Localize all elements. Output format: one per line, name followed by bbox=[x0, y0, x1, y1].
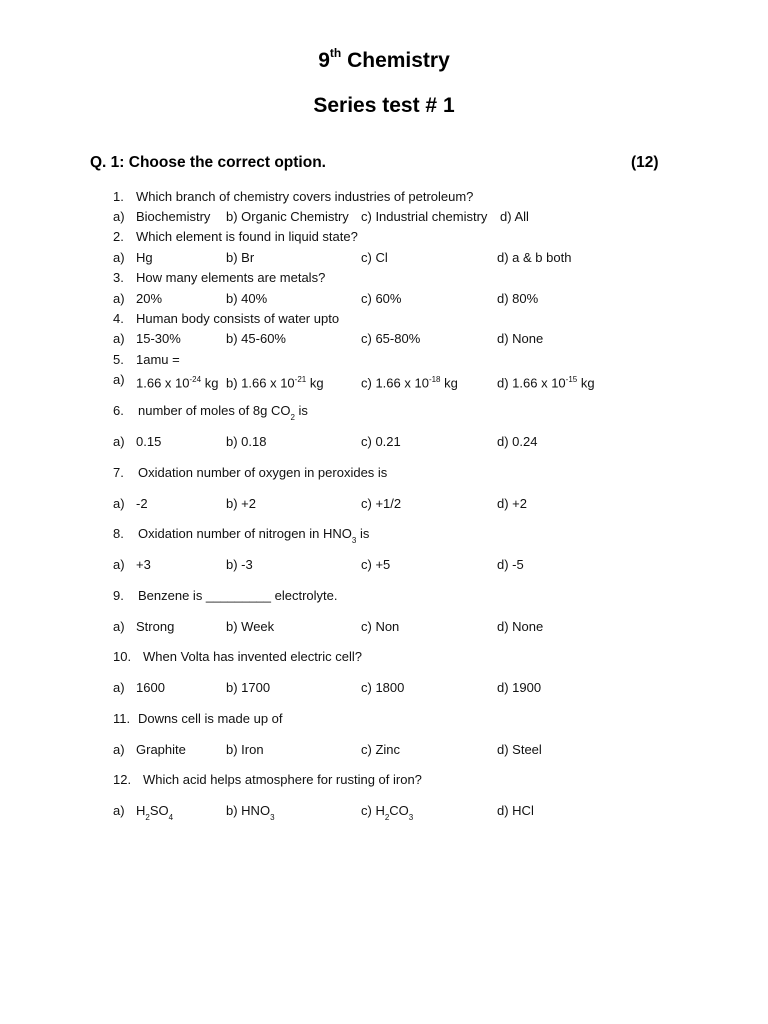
option-a: 20% bbox=[136, 291, 163, 306]
question-number: 4. bbox=[113, 311, 124, 326]
option-d-base: d) 1.66 x 10 bbox=[497, 375, 566, 391]
option-d-unit: kg bbox=[580, 375, 595, 391]
question-number: 7. bbox=[113, 465, 124, 480]
option-a: Graphite bbox=[136, 742, 186, 757]
question-text: How many elements are metals? bbox=[136, 270, 326, 285]
option-a: +3 bbox=[136, 557, 151, 572]
option-d: d) +2 bbox=[497, 496, 527, 511]
option-d: d) None bbox=[497, 619, 544, 634]
option-b-subscript: 3 bbox=[270, 812, 275, 822]
option-a-label: a) bbox=[113, 680, 125, 695]
option-c: c) Non bbox=[361, 619, 400, 634]
question-row bbox=[0, 351, 768, 369]
option-c: c) 65-80% bbox=[361, 331, 421, 346]
option-c: c) 1800 bbox=[361, 680, 405, 695]
question-text: Downs cell is made up of bbox=[138, 711, 283, 726]
options-row bbox=[0, 290, 768, 308]
option-a-unit: kg bbox=[204, 375, 219, 391]
option-a-base: 1.66 x 10 bbox=[136, 375, 190, 391]
option-a-label: a) bbox=[113, 496, 125, 511]
option-a-label: a) bbox=[113, 331, 125, 346]
option-a-label: a) bbox=[113, 209, 125, 224]
question-text bbox=[138, 402, 308, 426]
question-number: 6. bbox=[113, 403, 124, 418]
question-number: 11. bbox=[113, 711, 131, 726]
option-c-exponent: -18 bbox=[428, 375, 441, 384]
option-d: d) 0.24 bbox=[497, 434, 538, 449]
options-row bbox=[0, 741, 768, 759]
title-subject: Chemistry bbox=[347, 49, 450, 72]
option-c-subscript: 3 bbox=[408, 812, 414, 822]
options-row bbox=[0, 802, 768, 820]
option-a-subscript: 4 bbox=[168, 812, 174, 822]
option-a: 0.15 bbox=[136, 434, 162, 449]
options-row bbox=[0, 208, 768, 226]
options-row bbox=[0, 495, 768, 513]
options-row bbox=[0, 433, 768, 451]
question-row bbox=[0, 771, 768, 789]
option-a bbox=[136, 802, 173, 826]
option-d: d) All bbox=[500, 209, 529, 224]
options-row bbox=[0, 249, 768, 267]
title-grade: 9 bbox=[318, 49, 330, 72]
option-c: c) 0.21 bbox=[361, 434, 401, 449]
question-number: 8. bbox=[113, 526, 124, 541]
option-d-exponent: -15 bbox=[565, 375, 578, 384]
option-a-label: a) bbox=[113, 291, 125, 306]
question-row bbox=[0, 587, 768, 605]
question-number: 1. bbox=[113, 189, 124, 204]
question-number: 9. bbox=[113, 588, 124, 603]
question-text: When Volta has invented electric cell? bbox=[143, 649, 362, 664]
option-c: c) Cl bbox=[361, 250, 388, 265]
question-row bbox=[0, 648, 768, 666]
question-text: Human body consists of water upto bbox=[136, 311, 340, 326]
question-text-end: is bbox=[294, 403, 308, 418]
option-b: b) 0.18 bbox=[226, 434, 267, 449]
option-c: c) Zinc bbox=[361, 742, 400, 757]
title-grade-suffix: th bbox=[329, 46, 342, 60]
option-a-label: a) bbox=[113, 557, 125, 572]
option-a: 1600 bbox=[136, 680, 165, 695]
options-row bbox=[0, 371, 768, 389]
option-a: Hg bbox=[136, 250, 153, 265]
option-a: -2 bbox=[136, 496, 148, 511]
option-a-label: a) bbox=[113, 742, 125, 757]
section-heading: Q. 1: Choose the correct option. bbox=[90, 154, 326, 171]
question-number: 5. bbox=[113, 352, 124, 367]
option-b-part: b) HNO bbox=[226, 803, 271, 818]
question-row bbox=[0, 228, 768, 246]
option-b-exponent: -21 bbox=[294, 375, 307, 384]
options-row bbox=[0, 556, 768, 574]
option-b: b) Iron bbox=[226, 742, 264, 757]
question-row bbox=[0, 710, 768, 728]
option-d: d) None bbox=[497, 331, 544, 346]
option-d: d) 80% bbox=[497, 291, 539, 306]
question-text-subscript: 2 bbox=[290, 412, 295, 422]
question-text: Benzene is _________ electrolyte. bbox=[138, 588, 338, 603]
question-row bbox=[0, 402, 768, 420]
option-a-subscript: 2 bbox=[145, 812, 150, 822]
question-number: 10. bbox=[113, 649, 132, 664]
option-a bbox=[136, 371, 218, 392]
question-text: 1amu = bbox=[136, 352, 180, 367]
question-text: Which branch of chemistry covers industries of petroleum? bbox=[136, 189, 474, 204]
question-number: 12. bbox=[113, 772, 132, 787]
option-b-base: b) 1.66 x 10 bbox=[226, 375, 295, 391]
question-row bbox=[0, 188, 768, 206]
option-d bbox=[497, 371, 595, 392]
question-text bbox=[138, 525, 369, 549]
question-number: 3. bbox=[113, 270, 124, 285]
option-b: b) 1700 bbox=[226, 680, 271, 695]
question-row bbox=[0, 310, 768, 328]
option-d: d) -5 bbox=[497, 557, 524, 572]
question-text: Which element is found in liquid state? bbox=[136, 229, 358, 244]
option-a-label: a) bbox=[113, 803, 125, 818]
option-a-label: a) bbox=[113, 372, 125, 387]
option-b: b) Week bbox=[226, 619, 275, 634]
option-b: b) 45-60% bbox=[226, 331, 286, 346]
option-c-base: c) 1.66 x 10 bbox=[361, 375, 429, 391]
question-text-main: Oxidation number of nitrogen in HNO bbox=[138, 526, 352, 541]
option-a: Biochemistry bbox=[136, 209, 211, 224]
option-b bbox=[226, 802, 275, 826]
option-a-label: a) bbox=[113, 250, 125, 265]
option-c-part: c) H bbox=[361, 803, 385, 818]
option-c-subscript: 2 bbox=[384, 812, 390, 822]
option-c bbox=[361, 371, 458, 392]
option-c-unit: kg bbox=[444, 375, 458, 391]
option-d: d) a & b both bbox=[497, 250, 572, 265]
section-marks: (12) bbox=[631, 154, 659, 171]
option-b bbox=[226, 371, 324, 392]
option-a-exponent: -24 bbox=[189, 375, 202, 384]
option-b: b) -3 bbox=[226, 557, 253, 572]
option-b: b) 40% bbox=[226, 291, 268, 306]
question-text-end: is bbox=[356, 526, 370, 541]
question-text-main: number of moles of 8g CO bbox=[138, 403, 291, 418]
options-row bbox=[0, 330, 768, 348]
option-c: c) +5 bbox=[361, 557, 391, 572]
options-row bbox=[0, 618, 768, 636]
option-a-part: H bbox=[136, 803, 146, 818]
option-d: d) Steel bbox=[497, 742, 542, 757]
option-b: b) Br bbox=[226, 250, 255, 265]
question-text: Oxidation number of oxygen in peroxides is bbox=[138, 465, 388, 480]
option-b: b) +2 bbox=[226, 496, 256, 511]
question-number: 2. bbox=[113, 229, 124, 244]
option-a-part: SO bbox=[149, 803, 169, 818]
question-row bbox=[0, 269, 768, 287]
option-a-label: a) bbox=[113, 434, 125, 449]
option-c: c) Industrial chemistry bbox=[361, 209, 488, 224]
option-a: 15-30% bbox=[136, 331, 181, 346]
option-a: Strong bbox=[136, 619, 175, 634]
option-c: c) 60% bbox=[361, 291, 402, 306]
option-d: d) HCl bbox=[497, 803, 534, 818]
option-c bbox=[361, 802, 413, 826]
question-text-subscript: 3 bbox=[351, 535, 357, 545]
option-c: c) +1/2 bbox=[361, 496, 402, 511]
question-row bbox=[0, 464, 768, 482]
option-d: d) 1900 bbox=[497, 680, 542, 695]
option-b: b) Organic Chemistry bbox=[226, 209, 349, 224]
options-row bbox=[0, 679, 768, 697]
option-b-unit: kg bbox=[309, 375, 324, 391]
page-subtitle: Series test # 1 bbox=[313, 94, 455, 117]
question-row bbox=[0, 525, 768, 543]
question-text: Which acid helps atmosphere for rusting of iron? bbox=[143, 772, 422, 787]
option-c-part: CO bbox=[389, 803, 409, 818]
page-title bbox=[0, 48, 768, 73]
option-a-label: a) bbox=[113, 619, 125, 634]
